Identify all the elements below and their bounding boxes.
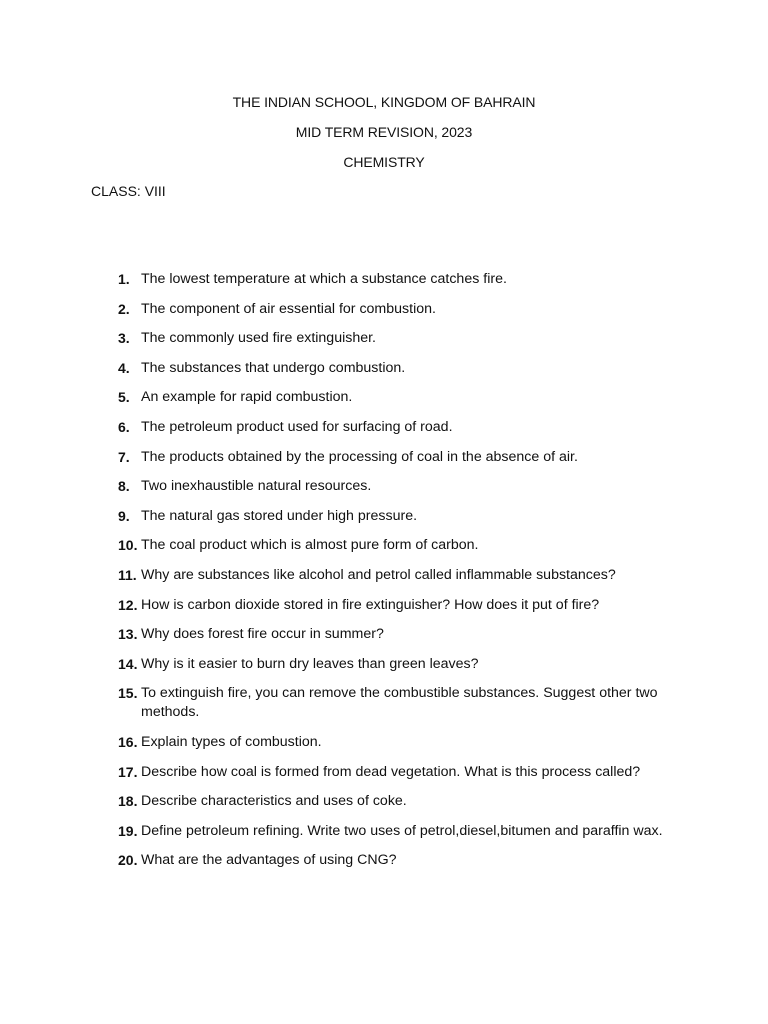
question-item (118, 448, 678, 467)
question-text: The petroleum product used for surfacing of road. (141, 418, 453, 435)
question-number: 15. (118, 685, 138, 702)
question-number: 16. (118, 733, 138, 750)
question-number: 12. (118, 596, 138, 613)
question-number: 13. (118, 626, 138, 643)
question-item (118, 566, 678, 585)
question-text: An example for rapid combustion. (141, 389, 353, 406)
question-item (118, 792, 678, 811)
question-number: 18. (118, 793, 138, 810)
question-text: What are the advantages of using CNG? (141, 852, 397, 869)
question-text: Describe characteristics and uses of coke. (141, 793, 407, 810)
question-text: Two inexhaustible natural resources. (141, 478, 372, 495)
question-list (118, 270, 678, 881)
question-text: Why is it easier to burn dry leaves than green leaves? (141, 655, 479, 672)
question-number: 3. (118, 330, 130, 347)
question-item (118, 733, 678, 752)
question-item (118, 329, 678, 348)
question-number: 7. (118, 448, 130, 465)
question-item (118, 388, 678, 407)
subject-title: CHEMISTRY (343, 154, 425, 170)
question-text: The component of air essential for combustion. (141, 300, 436, 317)
question-text: The natural gas stored under high pressure. (141, 507, 418, 524)
question-text: Why are substances like alcohol and petrol called inflammable substances? (141, 566, 616, 583)
question-item (118, 270, 678, 289)
question-number: 20. (118, 852, 138, 869)
question-number: 17. (118, 763, 138, 780)
question-item (118, 851, 678, 870)
question-item (118, 507, 678, 526)
question-text: Explain types of combustion. (141, 733, 322, 750)
question-item (118, 596, 678, 615)
question-text: The commonly used fire extinguisher. (141, 330, 376, 347)
question-text: To extinguish fire, you can remove the combustible substances. Suggest other two methods. (141, 685, 658, 721)
question-item (118, 418, 678, 437)
question-item (118, 763, 678, 782)
question-item (118, 359, 678, 378)
question-number: 14. (118, 655, 138, 672)
question-number: 5. (118, 389, 130, 406)
question-item (118, 625, 678, 644)
exam-title: MID TERM REVISION, 2023 (295, 124, 473, 140)
question-text: The substances that undergo combustion. (141, 359, 406, 376)
question-item (118, 822, 678, 841)
question-item (118, 477, 678, 496)
question-number: 6. (118, 418, 130, 435)
class-label: CLASS: VIII (91, 183, 166, 199)
question-number: 4. (118, 359, 130, 376)
question-item (118, 684, 678, 722)
question-number: 1. (118, 271, 130, 287)
question-text: The products obtained by the processing of coal in the absence of air. (141, 448, 578, 465)
question-number: 9. (118, 507, 130, 524)
question-text: The lowest temperature at which a substance catches fire. (141, 271, 507, 287)
question-text: Define petroleum refining. Write two uses of petrol,diesel,bitumen and paraffin wax. (141, 822, 663, 839)
question-number: 8. (118, 478, 130, 495)
question-item (118, 536, 678, 555)
question-text: Describe how coal is formed from dead vegetation. What is this process called? (141, 763, 641, 780)
question-number: 19. (118, 822, 138, 839)
question-number: 11. (118, 566, 137, 583)
question-item (118, 655, 678, 674)
question-text: The coal product which is almost pure form of carbon. (141, 537, 479, 554)
question-number: 2. (118, 300, 130, 317)
question-text: How is carbon dioxide stored in fire extinguisher? How does it put of fire? (141, 596, 600, 613)
question-text: Why does forest fire occur in summer? (141, 626, 384, 643)
question-number: 10. (118, 537, 138, 554)
school-name: THE INDIAN SCHOOL, KINGDOM OF BAHRAIN (232, 94, 536, 110)
question-item (118, 300, 678, 319)
